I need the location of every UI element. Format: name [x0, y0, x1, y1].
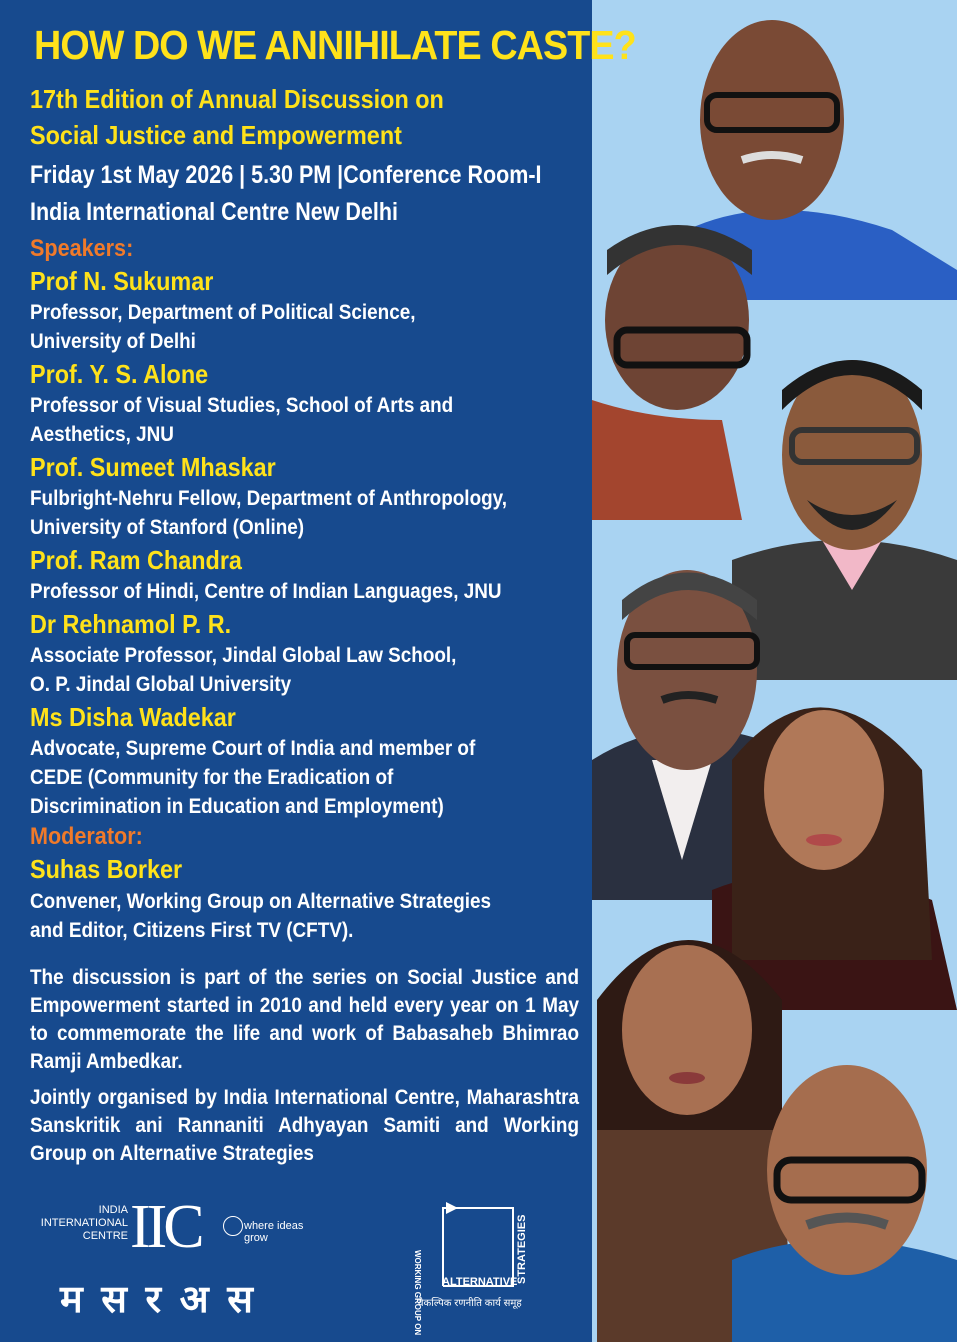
masras-logo: म स र अ स: [60, 1279, 257, 1321]
portrait-5: [712, 707, 957, 1010]
iic-logo: [30, 1193, 330, 1261]
speaker-desc: Aesthetics, JNU: [30, 423, 174, 446]
speaker-desc: Professor, Department of Political Science,: [30, 301, 416, 324]
wgas-bottom: ALTERNATIVE: [442, 1276, 518, 1288]
globe-icon: [223, 1216, 243, 1236]
speaker-name: Prof N. Sukumar: [30, 266, 214, 296]
subtitle-line-1: 17th Edition of Annual Discussion on: [30, 84, 444, 114]
speaker-desc: University of Delhi: [30, 330, 196, 353]
speaker-name: Dr Rehnamol P. R.: [30, 609, 232, 639]
speaker-name: Prof. Sumeet Mhaskar: [30, 452, 276, 482]
moderator-desc: Convener, Working Group on Alternative Strategies: [30, 890, 492, 913]
wgas-logo: [413, 1196, 538, 1336]
iic-logo-line: INDIA: [98, 1204, 128, 1216]
portrait-2: [592, 225, 752, 520]
speaker-desc: Discrimination in Education and Employment): [30, 795, 444, 818]
subtitle-line-2: Social Justice and Empowerment: [30, 120, 402, 150]
date-line: Friday 1st May 2026 | 5.30 PM |Conference Room-I: [30, 161, 542, 189]
speaker-desc: CEDE (Community for the Eradication of: [30, 766, 394, 789]
venue-line: India International Centre New Delhi: [30, 198, 398, 226]
speaker-desc: Professor of Hindi, Centre of Indian Languages, JNU: [30, 580, 502, 603]
speaker-desc: Professor of Visual Studies, School of Arts and: [30, 394, 454, 417]
speaker-desc: Associate Professor, Jindal Global Law School,: [30, 644, 457, 667]
speaker-name: Prof. Y. S. Alone: [30, 359, 209, 389]
wgas-side-left: WORKING GROUP ON: [413, 1250, 422, 1336]
speakers-heading: Speakers:: [30, 235, 134, 262]
moderator-name: Suhas Borker: [30, 854, 183, 884]
speaker-photos: [592, 0, 957, 1342]
wgas-side-right: STRATEGIES: [516, 1214, 528, 1284]
iic-logo-line: CENTRE: [82, 1230, 128, 1242]
wgas-caption: वैकल्पिक रणनीति कार्य समूह: [418, 1298, 522, 1309]
moderator-desc: and Editor, Citizens First TV (CFTV).: [30, 919, 354, 942]
speaker-desc: University of Stanford (Online): [30, 516, 305, 539]
speaker-name: Ms Disha Wadekar: [30, 702, 236, 732]
moderator-heading: Moderator:: [30, 823, 143, 850]
iic-logo-line: INTERNATIONAL: [40, 1217, 128, 1229]
speaker-desc: Fulbright-Nehru Fellow, Department of Anthropology,: [30, 487, 508, 510]
iic-tagline: where ideas grow: [244, 1220, 304, 1244]
speaker-name: Prof. Ram Chandra: [30, 545, 242, 575]
poster-title: HOW DO WE ANNIHILATE CASTE?: [34, 22, 636, 68]
speaker-desc: O. P. Jindal Global University: [30, 673, 292, 696]
organisers-paragraph: Jointly organised by India International Centre, Maharashtra Sanskritik ani Rannaniti Adhyayan Samiti and Working Group on Alternative Strategies: [30, 1086, 579, 1165]
portrait-3: [732, 360, 957, 680]
series-paragraph: The discussion is part of the series on Social Justice and Empowerment started in 2010 and held every year on 1 May to commemorate the life and work of Babasaheb Bhimrao Ramji Ambedkar.: [30, 966, 579, 1073]
iic-logo-mark: IIC: [130, 1193, 201, 1261]
speaker-desc: Advocate, Supreme Court of India and member of: [30, 737, 476, 760]
